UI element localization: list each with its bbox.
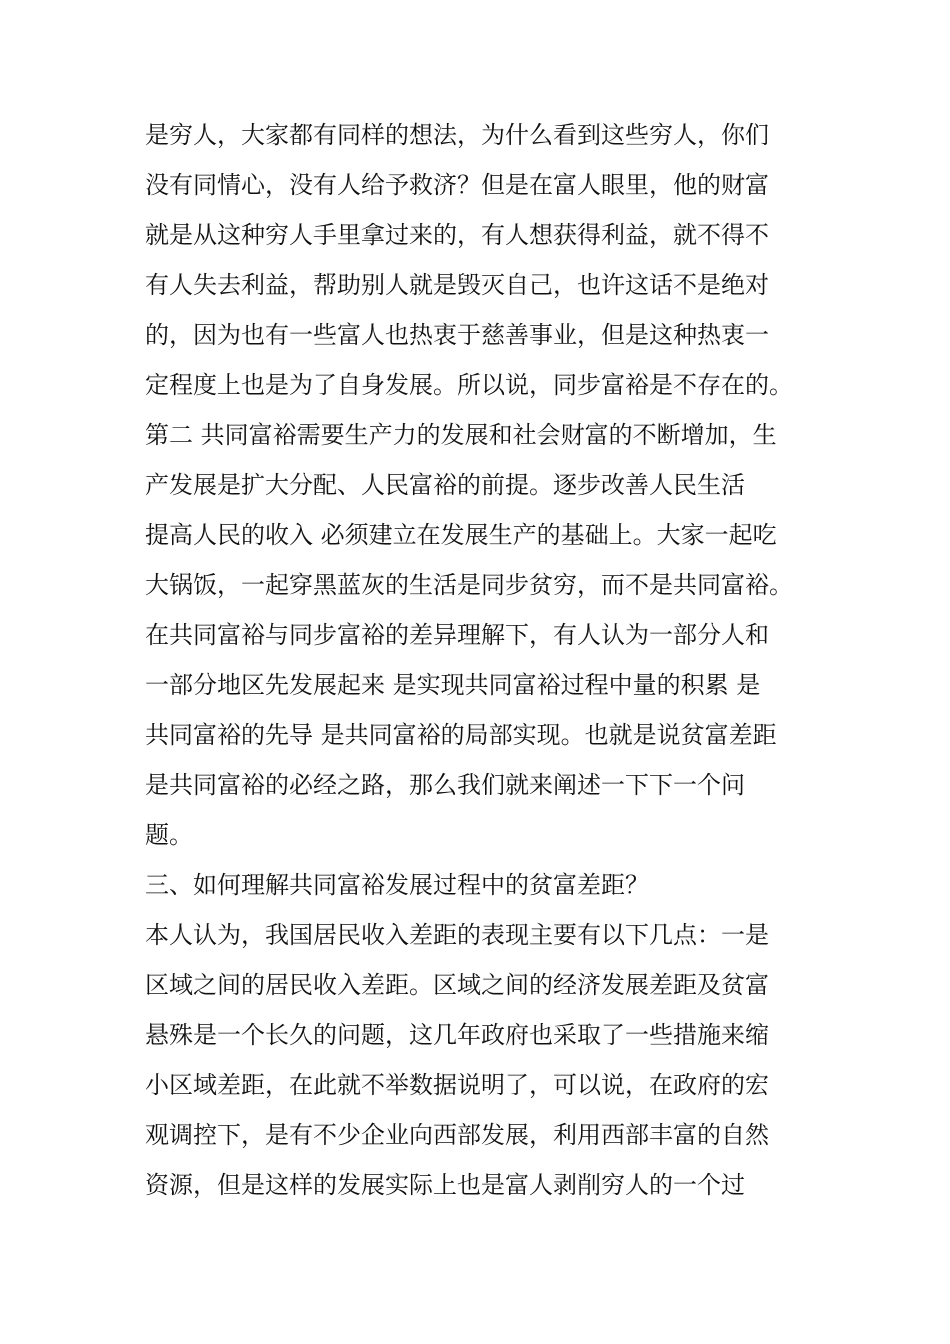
- text-line: 定程度上也是为了自身发展。所以说，同步富裕是不存在的。: [145, 371, 793, 399]
- text-line: 是穷人，大家都有同样的想法，为什么看到这些穷人，你们: [145, 121, 769, 149]
- text-line: 悬殊是一个长久的问题，这几年政府也采取了一些措施来缩: [145, 1021, 769, 1049]
- text-line: 共同富裕的先导 是共同富裕的局部实现。也就是说贫富差距: [145, 721, 777, 749]
- text-line: 观调控下，是有不少企业向西部发展，利用西部丰富的自然: [145, 1121, 769, 1149]
- text-line: 是共同富裕的必经之路，那么我们就来阐述一下下一个问: [145, 771, 745, 799]
- text-line: 在共同富裕与同步富裕的差异理解下，有人认为一部分人和: [145, 621, 769, 649]
- text-line: 题。: [145, 821, 193, 849]
- text-line: 提高人民的收入 必须建立在发展生产的基础上。大家一起吃: [145, 521, 777, 549]
- text-line: 大锅饭，一起穿黑蓝灰的生活是同步贫穷，而不是共同富裕。: [145, 571, 793, 599]
- text-line: 小区域差距，在此就不举数据说明了，可以说，在政府的宏: [145, 1071, 769, 1099]
- text-line: 有人失去利益，帮助别人就是毁灭自己，也许这话不是绝对: [145, 271, 769, 299]
- text-line: 的，因为也有一些富人也热衷于慈善事业，但是这种热衷一: [145, 321, 769, 349]
- text-line: 一部分地区先发展起来 是实现共同富裕过程中量的积累 是: [145, 671, 761, 699]
- text-line: 第二 共同富裕需要生产力的发展和社会财富的不断增加，生: [145, 421, 777, 449]
- text-line: 区域之间的居民收入差距。区域之间的经济发展差距及贫富: [145, 971, 769, 999]
- section-heading: 三、如何理解共同富裕发展过程中的贫富差距？: [145, 871, 649, 899]
- text-line: 没有同情心，没有人给予救济？但是在富人眼里，他的财富: [145, 171, 769, 199]
- body-text: [145, 110, 815, 1210]
- text-line: 资源，但是这样的发展实际上也是富人剥削穷人的一个过: [145, 1171, 745, 1199]
- text-line: 就是从这种穷人手里拿过来的，有人想获得利益，就不得不: [145, 221, 769, 249]
- text-line: 本人认为，我国居民收入差距的表现主要有以下几点：一是: [145, 921, 769, 949]
- text-line: 产发展是扩大分配、人民富裕的前提。逐步改善人民生活: [145, 471, 745, 499]
